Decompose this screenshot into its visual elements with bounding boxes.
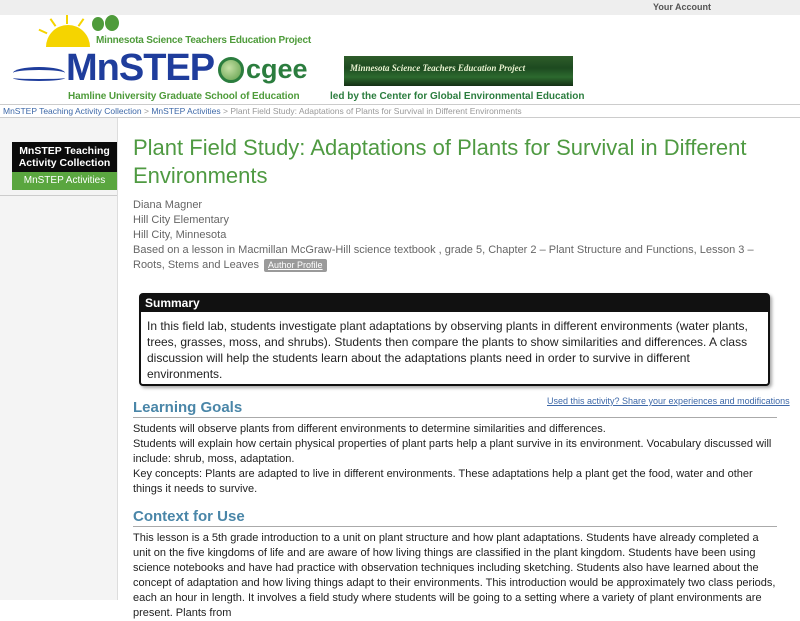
tree-icon [92, 17, 104, 31]
breadcrumb-link-collection[interactable]: MnSTEP Teaching Activity Collection [3, 106, 142, 116]
author-source: Based on a lesson in Macmillan McGraw-Hill science textbook , grade 5, Chapter 2 – Plant Structure and Functions, Lesson 3 – Roots, Stems and Leaves [133, 244, 754, 271]
breadcrumb-current: Plant Field Study: Adaptations of Plants for Survival in Different Environments [230, 106, 522, 116]
summary-box [139, 293, 770, 386]
learning-goal-line: Key concepts: Plants are adapted to live in different environments. These adaptations help a plant get the food, water and other things it needs to survive. [133, 468, 753, 495]
summary-heading: Summary [141, 295, 768, 312]
sun-ray-icon [50, 18, 57, 27]
learning-goals-heading: Learning Goals [133, 399, 777, 418]
sidebar-title[interactable]: MnSTEP Teaching Activity Collection [12, 142, 117, 172]
forest-banner-image [344, 56, 573, 86]
sidebar [0, 118, 118, 600]
cgee-wordmark: cgee [246, 54, 308, 84]
author-school: Hill City Elementary [133, 214, 229, 226]
main-content [133, 134, 790, 619]
author-info [133, 198, 779, 273]
author-location: Hill City, Minnesota [133, 229, 227, 241]
sun-ray-icon [78, 18, 85, 27]
cgee-tagline: led by the Center for Global Environmental Education [330, 91, 585, 102]
breadcrumb-separator: > [143, 106, 149, 116]
breadcrumb-link-activities[interactable]: MnSTEP Activities [151, 106, 221, 116]
context-body: This lesson is a 5th grade introduction to a unit on plant structure and how plant adaptations. Students have already completed a unit on the five kingdoms of life and are aware of how living things are classified in the plant kingdom. Students have been using science notebooks and have had practice with observation techniques including sketching. Students also have learned about the concept of adaptation and how living things adapt to their environments. This introduction would be approximately two class periods, each an hour in length. It involves a field study where students will be going to a setting where a variety of plant environments are present. Plants from [133, 532, 776, 619]
learning-goals-body [133, 422, 777, 497]
sun-ray-icon [38, 29, 47, 35]
learning-goal-line: Students will observe plants from different environments to determine similarities and differences. [133, 423, 606, 435]
share-experience-link[interactable]: Used this activity? Share your experiences and modifications [547, 396, 790, 406]
tree-icon [105, 15, 119, 31]
breadcrumb [0, 104, 800, 118]
top-bar [0, 0, 800, 15]
mnstep-wordmark: MnSTEP [66, 47, 215, 89]
cgee-logo[interactable] [216, 54, 573, 88]
author-name: Diana Magner [133, 199, 203, 211]
site-banner [0, 15, 800, 103]
hamline-tagline: Hamline University Graduate School of Education [68, 91, 300, 102]
summary-text: In this field lab, students investigate plant adaptations by observing plants in different environments (water plants, trees, grasses, moss, and shrubs). Students then compare the plants to show similarities and differences. A class discussion will help the students learn about the adaptations plants need in order to survive in different environments. [147, 319, 748, 381]
sun-icon [46, 25, 90, 47]
author-source-line [133, 243, 779, 273]
context-heading: Context for Use [133, 508, 777, 527]
breadcrumb-separator: > [222, 106, 228, 116]
sidebar-item-activities[interactable]: MnSTEP Activities [12, 172, 117, 190]
sidebar-divider [0, 195, 117, 196]
globe-icon [218, 57, 244, 83]
learning-goal-line: Students will explain how certain physical properties of plant parts help a plant survive in its environment. Vocabulary discussed will include: shrub, moss, adaptation. [133, 438, 772, 465]
water-swoosh-icon [13, 75, 65, 81]
sun-ray-icon [66, 15, 68, 24]
author-profile-button[interactable]: Author Profile [264, 259, 327, 272]
your-account-link[interactable]: Your Account [653, 2, 711, 12]
mnstep-tagline: Minnesota Science Teachers Education Project [96, 35, 311, 46]
forest-banner-text: Minnesota Science Teachers Education Project [350, 63, 526, 73]
page-title: Plant Field Study: Adaptations of Plants for Survival in Different Environments [133, 135, 747, 188]
